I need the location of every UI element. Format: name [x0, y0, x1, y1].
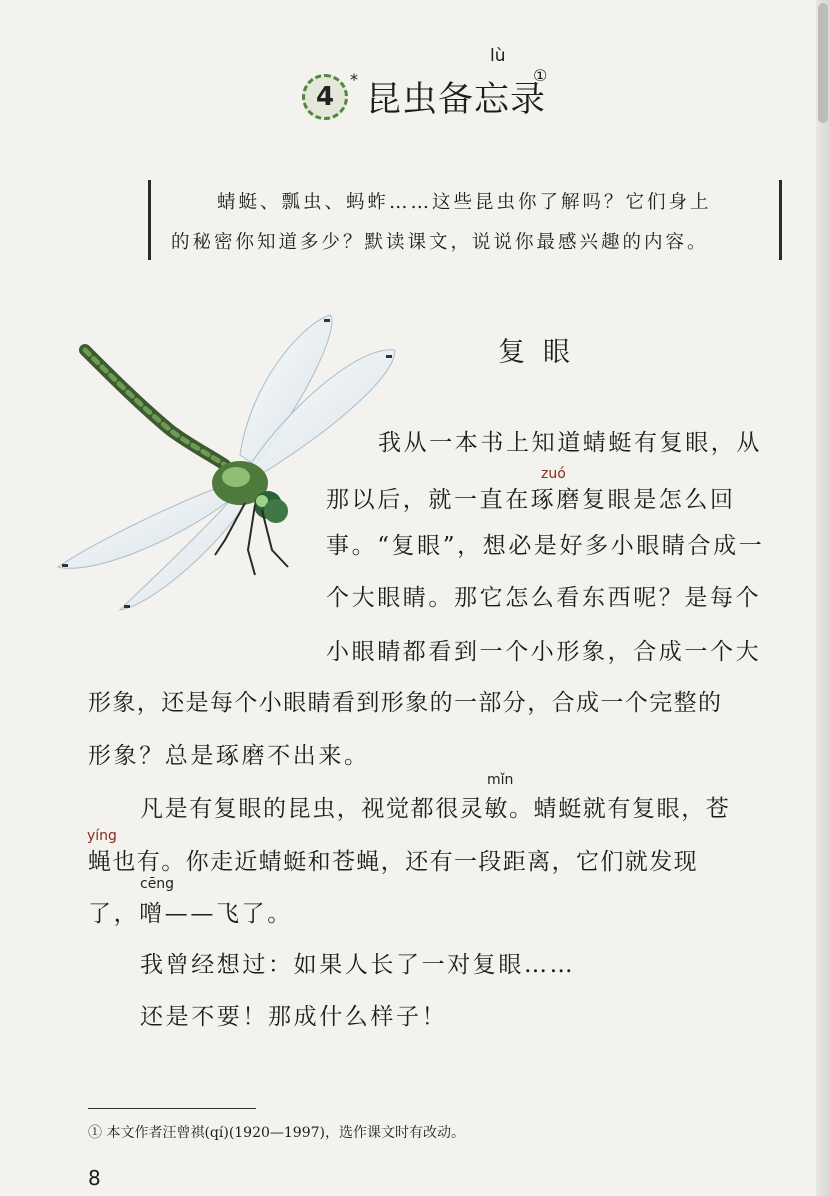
- footnote-text: ① 本文作者汪曾祺(qí)(1920—1997)，选作课文时有改动。: [88, 1125, 465, 1141]
- optional-lesson-star: *: [350, 70, 358, 89]
- reading-prompt: [148, 180, 782, 260]
- paragraph-line: 还是不要！那成什么样子！: [140, 1004, 448, 1030]
- paragraph-line: 了，噌——飞了。: [88, 901, 293, 927]
- dragonfly-illustration: [50, 305, 400, 625]
- reading-prompt-line: 的秘密你知道多少？默读课文，说说你最感兴趣的内容。: [171, 232, 709, 253]
- lesson-number-badge: 4: [302, 74, 348, 120]
- title-footnote-ref[interactable]: ①: [533, 66, 548, 85]
- paragraph-line: 凡是有复眼的昆虫，视觉都很灵敏。蜻蜓就有复眼，苍: [140, 796, 731, 822]
- pinyin-annotation: yíng: [87, 828, 117, 844]
- footnote-divider: [88, 1108, 256, 1109]
- paragraph-line: 蝇也有。你走近蜻蜓和苍蝇，还有一段距离，它们就发现: [88, 849, 698, 875]
- page-number: 8: [88, 1166, 101, 1190]
- paragraph-line: 事。“复眼”，想必是好多小眼睛合成一: [326, 533, 765, 559]
- paragraph-line: 个大眼睛。那它怎么看东西呢？是每个: [326, 585, 762, 611]
- title-pinyin: lù: [490, 46, 506, 66]
- paragraph-line: 形象？总是琢磨不出来。: [88, 743, 370, 769]
- paragraph-line: 形象，还是每个小眼睛看到形象的一部分，合成一个完整的: [88, 690, 723, 716]
- section-title: 复眼: [498, 337, 588, 368]
- scrollbar-track[interactable]: [816, 0, 830, 1196]
- paragraph-line: 我从一本书上知道蜻蜓有复眼，从: [378, 430, 762, 456]
- reading-prompt-line: 蜻蜓、瓢虫、蚂蚱……这些昆虫你了解吗？它们身上: [217, 192, 712, 213]
- paragraph-line: 我曾经想过：如果人长了一对复眼……: [140, 952, 576, 978]
- pinyin-annotation: mǐn: [487, 772, 514, 788]
- lesson-title: 昆虫备忘录: [366, 80, 547, 120]
- paragraph-line: 那以后，就一直在琢磨复眼是怎么回: [326, 487, 736, 513]
- lesson-header: [0, 46, 830, 130]
- pinyin-annotation: cēng: [140, 876, 175, 892]
- pinyin-annotation: zuó: [541, 466, 566, 482]
- paragraph-line: 小眼睛都看到一个小形象，合成一个大: [326, 639, 762, 665]
